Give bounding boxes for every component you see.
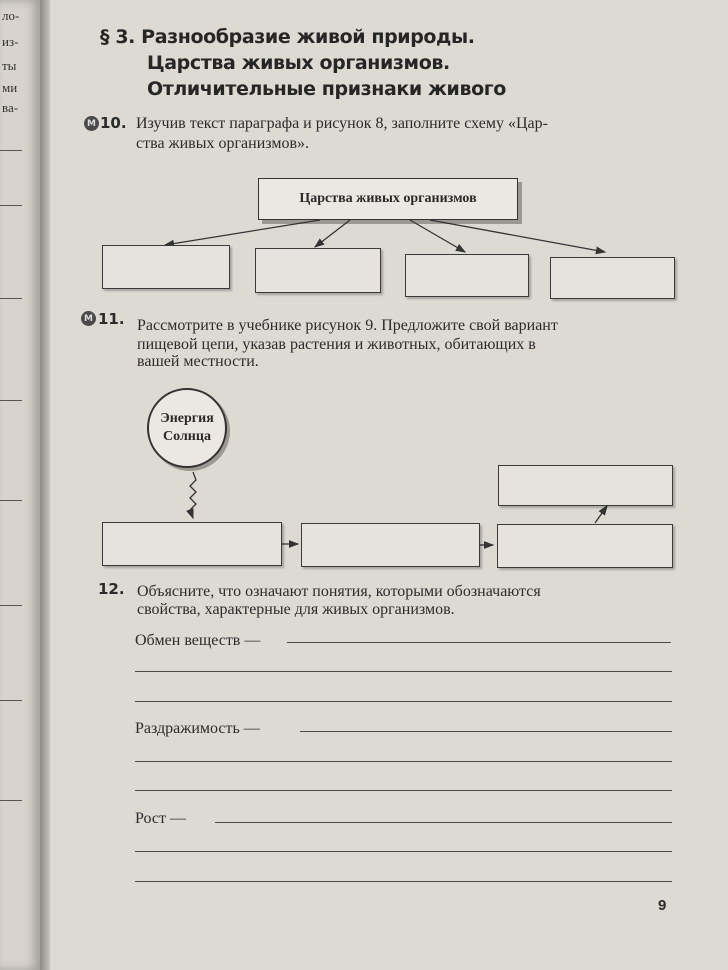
kingdom-answer-box-2[interactable] bbox=[255, 248, 381, 293]
kingdom-answer-box-4[interactable] bbox=[550, 257, 675, 299]
kingdoms-header-label: Царства живых организмов bbox=[299, 191, 477, 206]
prev-page-fragment: ми bbox=[2, 80, 18, 95]
task-10-text-line-1: Изучив текст параграфа и рисунок 8, заполните схему «Цар- bbox=[136, 115, 548, 132]
prev-page-fragment: из- bbox=[2, 34, 19, 49]
term-irritability: Раздражимость — bbox=[135, 720, 260, 737]
task-12-number: 12. bbox=[98, 580, 125, 598]
prev-page-fragment: ты bbox=[2, 58, 17, 73]
kingdom-answer-box-1[interactable] bbox=[102, 245, 230, 289]
task-11-number: 11. bbox=[98, 310, 125, 328]
prev-page-rule bbox=[0, 298, 22, 299]
term-growth: Рост — bbox=[135, 810, 186, 827]
workbook-page bbox=[50, 0, 728, 970]
prev-page-rule bbox=[0, 150, 22, 151]
answer-line-irritability-1[interactable] bbox=[300, 731, 672, 732]
page-number: 9 bbox=[658, 897, 667, 914]
food-chain-box-3[interactable] bbox=[497, 524, 673, 568]
prev-page-rule bbox=[0, 700, 22, 701]
sun-energy-label-1: Энергия bbox=[160, 411, 214, 426]
answer-line-metabolism-3[interactable] bbox=[135, 701, 672, 702]
method-badge-icon: М bbox=[81, 311, 96, 326]
prev-page-rule bbox=[0, 205, 22, 206]
task-11-text-line-3: вашей местности. bbox=[137, 353, 259, 370]
sun-energy-label-2: Солнца bbox=[163, 429, 211, 444]
sun-energy-circle bbox=[147, 388, 227, 468]
book-spine bbox=[40, 0, 50, 970]
answer-line-irritability-2[interactable] bbox=[135, 761, 672, 762]
answer-line-metabolism-1[interactable] bbox=[287, 642, 671, 643]
task-12-text-line-2: свойства, характерные для живых организмов. bbox=[137, 601, 455, 618]
arrow-to-kingdom-2 bbox=[315, 220, 350, 247]
method-badge-icon: М bbox=[84, 116, 99, 131]
task-11-text-line-1: Рассмотрите в учебнике рисунок 9. Предложите свой вариант bbox=[137, 317, 558, 334]
task-10-number: 10. bbox=[100, 114, 127, 132]
task-11-text-line-2: пищевой цепи, указав растения и животных, обитающих в bbox=[137, 336, 536, 353]
prev-page-rule bbox=[0, 605, 22, 606]
prev-page-fragment: ва- bbox=[2, 100, 19, 115]
food-chain-box-2[interactable] bbox=[301, 523, 480, 567]
prev-page-rule bbox=[0, 500, 22, 501]
answer-line-growth-3[interactable] bbox=[135, 881, 672, 882]
section-title-line-3: Отличительные признаки живого bbox=[147, 78, 506, 100]
task-12-text-line-1: Объясните, что означают понятия, которыми обозначаются bbox=[137, 583, 541, 600]
task-10-text-line-2: ства живых организмов». bbox=[136, 135, 310, 152]
answer-line-growth-2[interactable] bbox=[135, 851, 672, 852]
section-title-line-1: § 3. Разнообразие живой природы. bbox=[100, 26, 475, 48]
prev-page-rule bbox=[0, 400, 22, 401]
section-title-line-2: Царства живых организмов. bbox=[147, 52, 450, 74]
answer-line-metabolism-2[interactable] bbox=[135, 671, 672, 672]
answer-line-growth-1[interactable] bbox=[215, 822, 672, 823]
sun-energy-zigzag-arrow bbox=[190, 472, 196, 518]
arrow-chain-3-to-4 bbox=[595, 506, 607, 523]
prev-page-rule bbox=[0, 800, 22, 801]
term-metabolism: Обмен веществ — bbox=[135, 632, 261, 649]
previous-page-edge bbox=[0, 0, 40, 970]
answer-line-irritability-3[interactable] bbox=[135, 790, 672, 791]
kingdom-answer-box-3[interactable] bbox=[405, 254, 529, 297]
prev-page-fragment: ло- bbox=[2, 8, 20, 23]
food-chain-box-4[interactable] bbox=[498, 465, 673, 506]
food-chain-box-1[interactable] bbox=[102, 522, 282, 566]
arrow-to-kingdom-1 bbox=[165, 220, 320, 245]
